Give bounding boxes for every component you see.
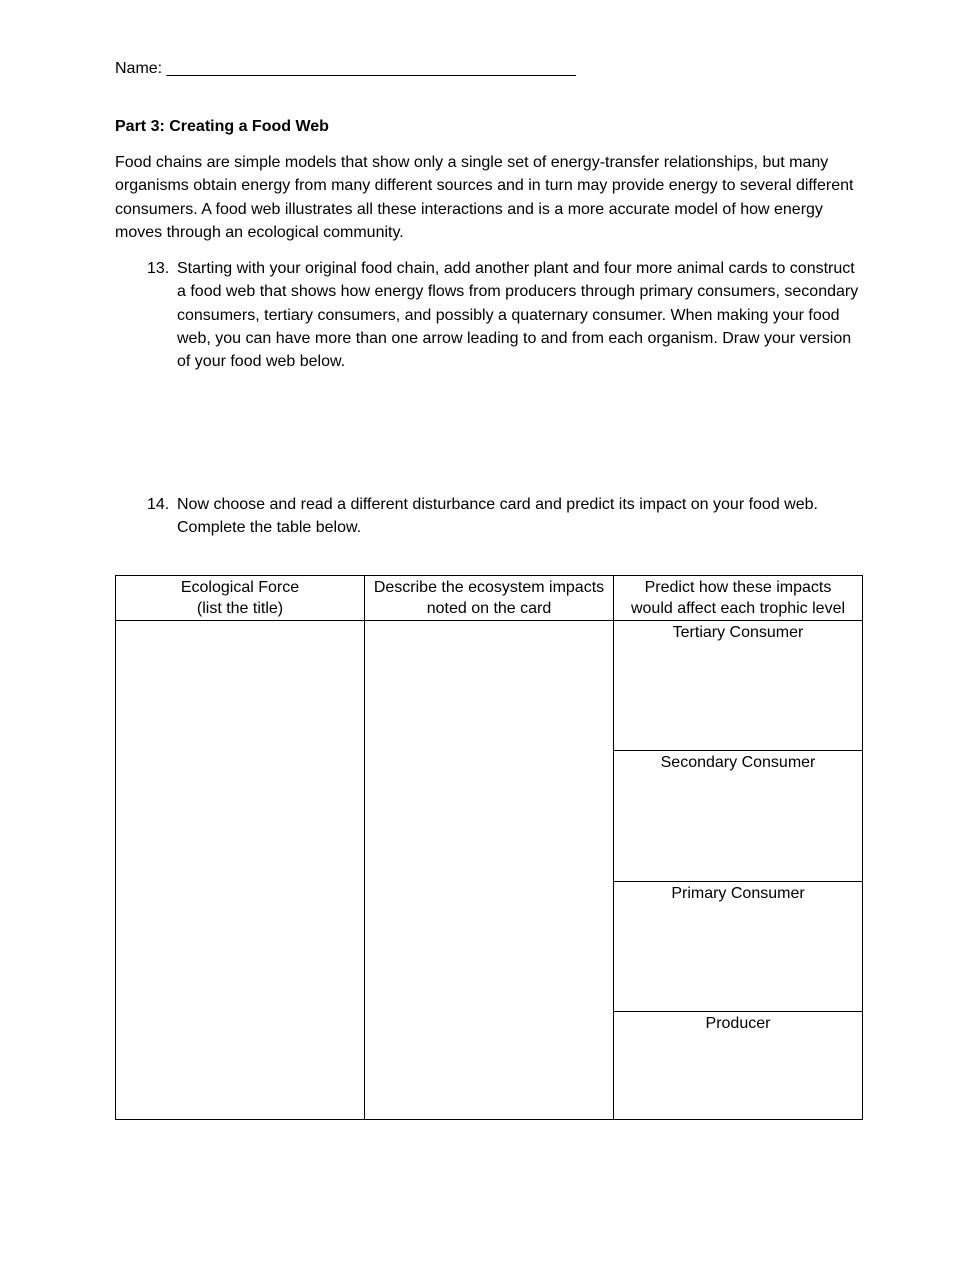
trophic-secondary-consumer[interactable]: Secondary Consumer — [614, 751, 862, 882]
part-title: Part 3: Creating a Food Web — [115, 118, 329, 135]
trophic-levels-cell — [614, 621, 863, 1120]
question-number: 14. — [147, 496, 170, 513]
name-field[interactable]: Name: ______________________________________________ — [115, 60, 576, 77]
question-text: Starting with your original food chain, add another plant and four more animal cards to construct a food web that shows how energy flows from producers through primary consumers, secondary consumers, tertiary consumers, and possibly a quaternary consumer. When making your food web, you can have more than one arrow leading to and from each organism. Draw your version of your food web below. — [177, 260, 859, 371]
ecological-force-cell[interactable] — [116, 621, 365, 1120]
header-ecological-force: Ecological Force (list the title) — [116, 576, 365, 621]
trophic-producer[interactable]: Producer — [705, 1015, 771, 1032]
trophic-tertiary-consumer[interactable]: Tertiary Consumer — [614, 621, 862, 751]
question-number: 13. — [147, 260, 170, 277]
question-text: Now choose and read a different disturbance card and predict its impact on your food web. Complete the table below. — [177, 496, 818, 537]
impact-table — [115, 575, 863, 1120]
table-header-row — [116, 576, 863, 621]
intro-paragraph: Food chains are simple models that show only a single set of energy-transfer relationships, but many organisms obtain energy from many different sources and in turn may provide energy to several different consumers. A food web illustrates all these interactions and is a more accurate model of how energy moves through an ecological community. — [115, 154, 854, 241]
header-ecosystem-impacts: Describe the ecosystem impacts noted on the card — [365, 576, 614, 621]
ecosystem-impacts-cell[interactable] — [365, 621, 614, 1120]
trophic-primary-consumer[interactable]: Primary Consumer — [614, 882, 862, 1012]
question-14 — [147, 493, 867, 540]
header-trophic-prediction: Predict how these impacts would affect each trophic level — [614, 576, 863, 621]
table-row — [116, 621, 863, 1120]
question-13 — [147, 257, 867, 373]
